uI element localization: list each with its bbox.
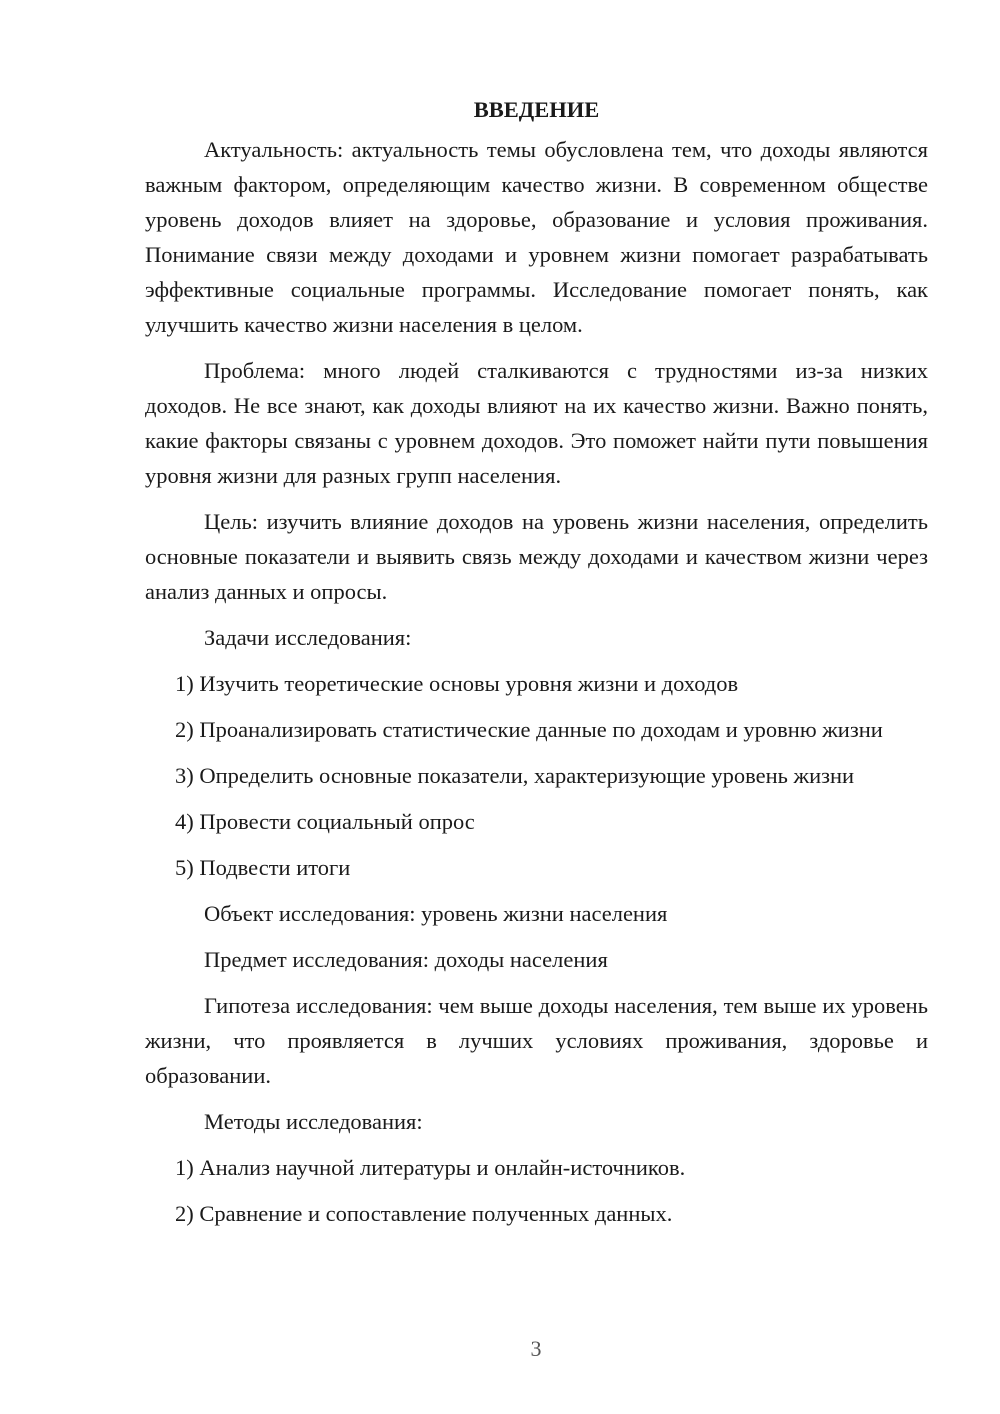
methods-heading: Методы исследования: (204, 1109, 423, 1134)
task-item: 3) Определить основные показатели, характеризующие уровень жизни (175, 763, 855, 788)
task-item: 1) Изучить теоретические основы уровня жизни и доходов (175, 671, 739, 696)
method-item: 2) Сравнение и сопоставление полученных данных. (175, 1201, 673, 1226)
tasks-heading: Задачи исследования: (204, 625, 412, 650)
document-page (145, 92, 928, 1242)
task-item: 4) Провести социальный опрос (175, 809, 475, 834)
object-paragraph: Объект исследования: уровень жизни населения (204, 901, 668, 926)
task-item: 2) Проанализировать статистические данные по доходам и уровню жизни (175, 717, 883, 742)
problem-paragraph: Проблема: много людей сталкиваются с трудностями из-за низких доходов. Не все знают, как доходы влияют на их качество жизни. Важно понять, какие факторы связаны с уровнем доходов. Это поможет найти пути повышения уровня жизни для разных групп населения. (145, 358, 928, 488)
page-number: 3 (530, 1336, 542, 1361)
subject-paragraph: Предмет исследования: доходы населения (204, 947, 608, 972)
task-item: 5) Подвести итоги (175, 855, 351, 880)
goal-paragraph: Цель: изучить влияние доходов на уровень жизни населения, определить основные показатели и выявить связь между доходами и качеством жизни через анализ данных и опросы. (145, 509, 928, 604)
section-title: ВВЕДЕНИЕ (473, 97, 600, 122)
method-item: 1) Анализ научной литературы и онлайн-источников. (175, 1155, 686, 1180)
relevance-paragraph: Актуальность: актуальность темы обусловлена тем, что доходы являются важным фактором, определяющим качество жизни. В современном обществе уровень доходов влияет на здоровье, образование и условия проживания. Понимание связи между доходами и уровнем жизни помогает разрабатывать эффективные социальные программы. Исследование помогает понять, как улучшить качество жизни населения в целом. (145, 137, 928, 337)
hypothesis-paragraph: Гипотеза исследования: чем выше доходы населения, тем выше их уровень жизни, что проявляется в лучших условиях проживания, здоровье и образовании. (145, 993, 928, 1088)
